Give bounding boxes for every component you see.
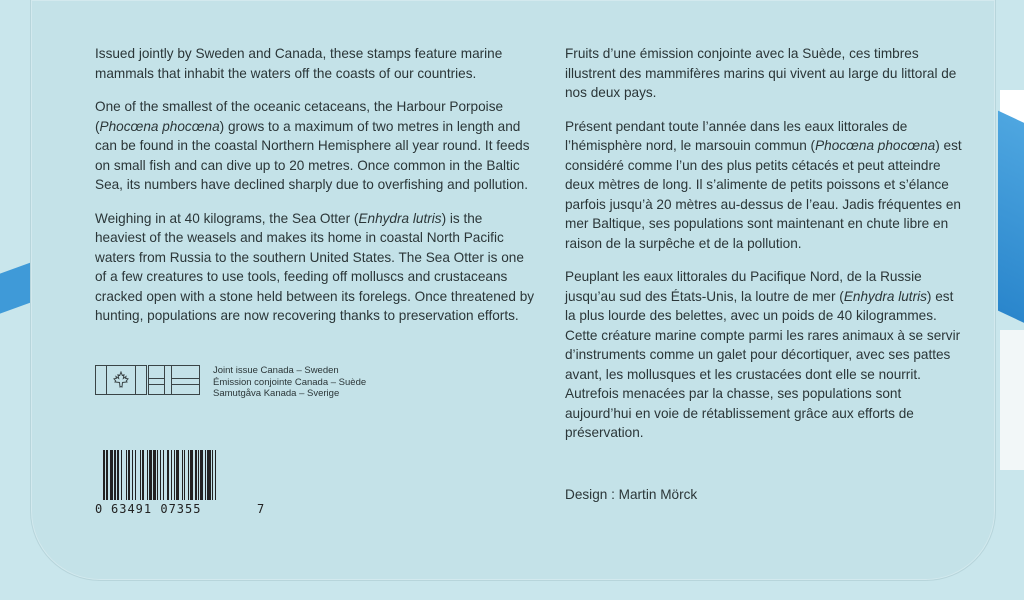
- english-paragraph-porpoise: One of the smallest of the oceanic cetaceans, the Harbour Porpoise (Phocœna phocœna) grows to a maximum of two metres in length and can be found in the coastal Northern Hemisphere all year round. It feeds on small fish and can dive up to 20 metres. Once common in the Baltic Sea, its numbers have declined sharply due to overfishing and pollution.: [95, 99, 530, 192]
- barcode-bars: [103, 450, 263, 500]
- english-paragraph-intro: Issued jointly by Sweden and Canada, these stamps feature marine mammals that inhabit the waters off the coasts of our countries.: [95, 46, 503, 81]
- english-paragraph-otter: Weighing in at 40 kilograms, the Sea Otter (Enhydra lutris) is the heaviest of the weasels and makes its home in coastal North Pacific waters from Russia to the southern United States. The Sea Otter is one of a few creatures to use tools, feeding off molluscs and crustaceans cracked open with a stone held between its forelegs. Once threatened by hunting, populations are now recovering thanks to preservation efforts.: [95, 210, 535, 323]
- joint-issue-swedish: Samutgåva Kanada – Sverige: [213, 388, 340, 399]
- canada-flag-outline-icon: [95, 365, 147, 395]
- joint-issue-english: Joint issue Canada – Sweden: [213, 365, 339, 376]
- french-paragraph-otter: Peuplant les eaux littorales du Pacifique Nord, de la Russie jusqu’au sud des États-Unis, la loutre de mer (Enhydra lutris) est la plus lourde des belettes, avec un poids de 40 kilogrammes. Cette créature marine compte parmi les rares animaux à se servir d’instruments comme un galet pour décortiquer, avec ses pattes avant, les mollusques et les crustacées dont elle se nourrit. Autrefois menacées par la chasse, ses populations sont aujourd’hui en voie de rétablissement grâce aux efforts de préservation.: [565, 269, 961, 440]
- french-paragraph-porpoise: Présent pendant toute l’année dans les eaux littorales de l’hémisphère nord, le marsouin commun (Phocœna phocœna) est considéré comme l’un des plus petits cétacés et peut atteindre deux mètres de long. Il s’alimente de petits poissons et s’élance parfois jusqu’à 20 mètres au-dessus de l’eau. Jadis fréquentes en mer Baltique, ses populations sont maintenant en chute libre en raison de la surpêche et de la pollution.: [565, 118, 962, 251]
- otter-scientific-name-fr: Enhydra lutris: [843, 288, 927, 304]
- joint-issue-french: Émission conjointe Canada – Suède: [213, 376, 367, 388]
- white-stripe-right-lower: [1000, 330, 1024, 470]
- barcode-lead-digit: 0: [95, 502, 103, 516]
- sweden-flag-outline-icon: [148, 365, 200, 395]
- barcode-digits: 63491 07355: [111, 502, 202, 516]
- design-credit: Design : Martin Mörck: [565, 487, 698, 502]
- porpoise-scientific-name-fr: Phocœna phocœna: [815, 138, 936, 153]
- joint-issue-block: [95, 365, 395, 399]
- french-paragraph-intro: Fruits d’une émission conjointe avec la Suède, ces timbres illustrent des mammifères marins qui vivent au large du littoral de nos deux pays.: [565, 46, 957, 100]
- blue-stripe-right: [998, 111, 1024, 330]
- joint-issue-text: [213, 365, 366, 400]
- barcode-check-digit: 7: [257, 502, 265, 516]
- english-text-column: [95, 44, 535, 340]
- french-text-column: [565, 44, 965, 457]
- porpoise-scientific-name: Phocœna phocœna: [99, 118, 220, 134]
- barcode: [95, 450, 265, 518]
- otter-scientific-name: Enhydra lutris: [358, 210, 442, 226]
